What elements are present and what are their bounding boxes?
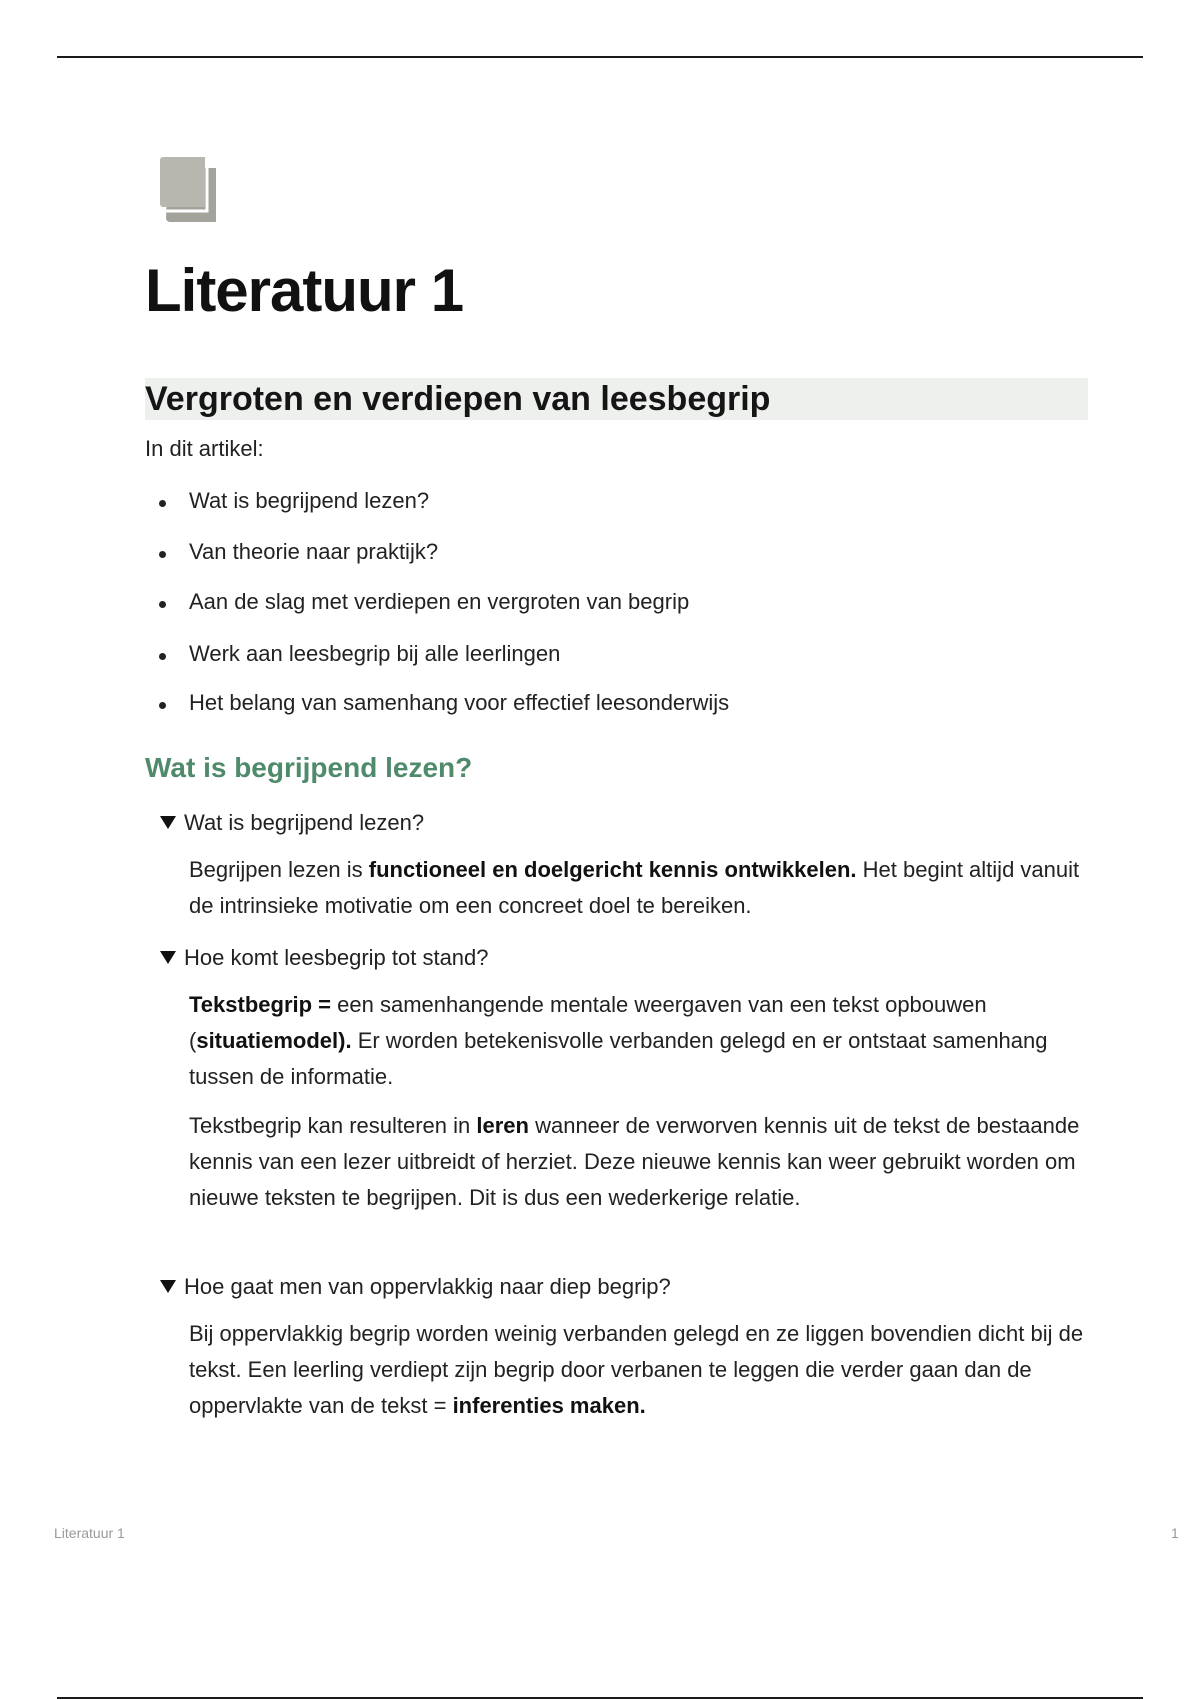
toggle-header[interactable] [160,810,424,836]
text-run: Het begint altijd vanuit de intrinsieke motivatie om een concreet doel te bereiken. [189,857,1080,918]
section-heading: Vergroten en verdiepen van leesbegrip [145,380,771,418]
page-number: 1 [1171,1525,1179,1541]
bullet-dot-icon [159,653,166,660]
text-run: Begrijpen lezen is [189,857,369,882]
toggle-paragraph [189,987,1089,1095]
toggle-paragraph [189,1108,1089,1216]
bold-text: inferenties maken. [452,1393,646,1418]
bold-text: functioneel en doelgericht kennis ontwikkelen. [368,857,857,882]
toggle-label: Wat is begrijpend lezen? [184,810,425,835]
text-run: Er worden betekenisvolle verbanden gelegd en er ontstaat samenhang tussen de informatie. [189,1028,1048,1089]
triangle-down-icon[interactable] [160,951,176,964]
bullet-dot-icon [159,601,166,608]
toc-item-label: Het belang van samenhang voor effectief leesonderwijs [189,690,730,715]
triangle-down-icon[interactable] [160,1280,176,1293]
toggle-label: Hoe komt leesbegrip tot stand? [184,945,489,970]
toc-item-label: Aan de slag met verdiepen en vergroten van begrip [189,589,690,614]
triangle-down-icon[interactable] [160,816,176,829]
toggle-paragraph [189,1316,1089,1424]
toggle-paragraph [189,852,1089,924]
toc-item-label: Wat is begrijpend lezen? [189,488,430,513]
intro-text: In dit artikel: [145,436,264,461]
footer-title: Literatuur 1 [54,1525,125,1541]
bold-text: situatiemodel). [196,1028,352,1053]
bottom-rule [57,1697,1143,1699]
bullet-dot-icon [159,551,166,558]
text-run: wanneer de verworven kennis uit de tekst de bestaande kennis van een lezer uitbreidt of herziet. Deze nieuwe kennis kan weer gebruikt worden om nieuwe teksten te begrijpen. Dit is dus een wederkerige relatie. [189,1113,1080,1210]
toggle-header[interactable] [160,1274,671,1300]
top-rule [57,56,1143,58]
toc-item-label: Van theorie naar praktijk? [189,539,439,564]
subheading: Wat is begrijpend lezen? [145,752,473,783]
document-pages-icon [158,156,222,226]
toc-item-label: Werk aan leesbegrip bij alle leerlingen [189,641,561,666]
bullet-dot-icon [159,500,166,507]
bold-text: Tekstbegrip = [189,992,332,1017]
text-run: een samenhangende mentale weergaven van een tekst opbouwen ( [189,992,987,1053]
text-run: Bij oppervlakkig begrip worden weinig verbanden gelegd en ze liggen bovendien dicht bij de tekst. Een leerling verdiept zijn begrip door verbanen te leggen die verder gaan dan de oppervlakte van de tekst = [189,1321,1084,1418]
bold-text: leren [476,1113,529,1138]
bullet-dot-icon [159,702,166,709]
toggle-label: Hoe gaat men van oppervlakkig naar diep begrip? [184,1274,671,1299]
text-run: Tekstbegrip kan resulteren in [189,1113,477,1138]
page-title: Literatuur 1 [145,257,464,324]
toggle-header[interactable] [160,945,489,971]
